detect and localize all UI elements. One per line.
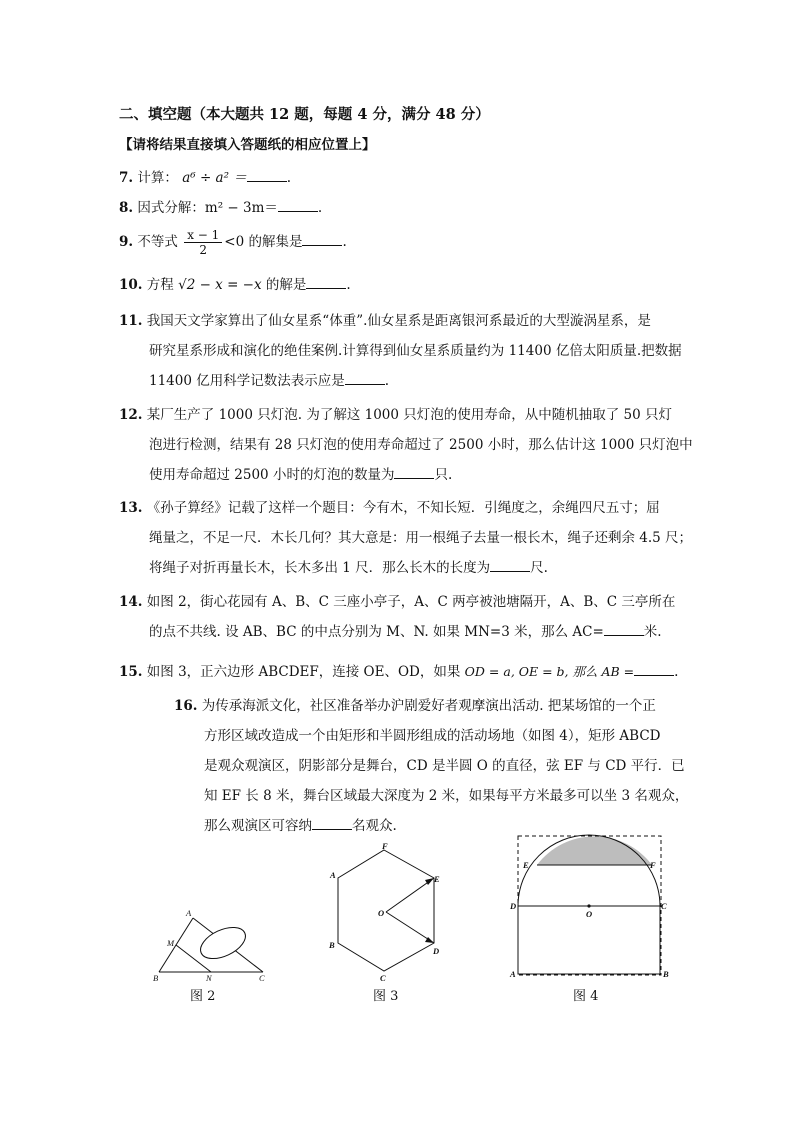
label-a: A — [186, 908, 192, 918]
question-line: 泡进行检测，结果有 28 只灯泡的使用寿命超过了 2500 小时，那么估计这 1000 只灯泡中 — [149, 437, 693, 453]
question-number: 9. — [119, 234, 134, 250]
question-text: 计算： — [137, 170, 178, 186]
question-line: 知 EF 长 8 米，舞台区域最大深度为 2 米，如果每平方米最多可以坐 3 名观众， — [204, 788, 689, 804]
question-11 — [119, 307, 682, 397]
math-expression: a⁶ ÷ a² ＝ — [182, 170, 247, 186]
label-e: E — [434, 874, 440, 884]
fraction-numerator: x − 1 — [184, 228, 222, 243]
label-o: O — [378, 908, 385, 918]
question-line: 研究星系形成和演化的绝佳案例.计算得到仙女星系质量约为 11400 亿倍太阳质量.把数据 — [149, 343, 682, 359]
label-a: A — [510, 969, 516, 979]
figure-2-caption: 图 2 — [190, 989, 216, 1004]
label-m: M — [167, 938, 175, 948]
question-number: 10. — [119, 277, 143, 293]
tail: . — [674, 664, 679, 680]
label-f: F — [382, 841, 388, 851]
question-line: 如图 2，街心花园有 A、B、C 三座小亭子，A、C 两亭被池塘隔开，A、B、C 三亭所在 — [146, 594, 676, 610]
question-line-last — [149, 461, 452, 490]
tail: 名观众. — [352, 818, 397, 834]
question-line: 某厂生产了 1000 只灯泡. 为了解这 1000 只灯泡的使用寿命，从中随机抽取了 50 只灯 — [146, 407, 673, 423]
tail: . — [317, 200, 323, 216]
question-16 — [174, 692, 689, 842]
question-line-last — [149, 367, 389, 396]
question-number: 8. — [119, 200, 134, 216]
tail: 只. — [434, 467, 453, 483]
label-b: B — [663, 969, 669, 979]
vector-expression: OD = a, OE = b, 那么 AB = — [464, 664, 635, 679]
question-line: 《孙子算经》记载了这样一个题目：今有木，不知长短．引绳度之，余绳四尺五寸；屈 — [146, 500, 660, 516]
label-d: D — [510, 901, 517, 911]
hexagon — [338, 850, 434, 971]
question-number: 13. — [119, 500, 143, 516]
label-b: B — [329, 940, 335, 950]
answer-blank[interactable] — [247, 169, 287, 182]
question-12 — [119, 401, 693, 491]
vector-od — [386, 912, 434, 943]
answer-blank[interactable] — [604, 623, 644, 636]
question-text: 11400 亿用科学记数法表示应是 — [149, 373, 345, 389]
fraction-denominator: 2 — [199, 243, 208, 257]
fraction — [184, 228, 222, 257]
pond-ellipse — [196, 921, 250, 965]
tail: . — [286, 170, 292, 186]
label-a: A — [330, 870, 336, 880]
answer-blank[interactable] — [394, 466, 434, 479]
question-13 — [119, 494, 693, 584]
section-title: 二、填空题（本大题共 12 题，每题 4 分，满分 48 分） — [119, 106, 490, 123]
tail: 米. — [643, 624, 662, 640]
label-o: O — [586, 909, 593, 919]
instruction: 【请将结果直接填入答题纸的相应位置上】 — [119, 137, 376, 153]
figure-2-diagram — [145, 905, 275, 985]
question-number: 11. — [119, 313, 143, 329]
question-line: 绳量之，不足一尺．木长几何？其大意是：用一根绳子去量一根长木，绳子还剩余 4.5 尺； — [149, 530, 693, 546]
question-text: 的点不共线. 设 AB、BC 的中点分别为 M、N. 如果 MN=3 米，那么 AC= — [149, 624, 604, 640]
figure-3-caption: 图 3 — [373, 989, 399, 1004]
math-expression: √2 − x = −x — [178, 277, 262, 293]
tail: 尺. — [530, 560, 548, 576]
label-d: D — [433, 946, 440, 956]
question-line-last — [149, 618, 662, 647]
question-14 — [119, 588, 679, 648]
figure-4-caption: 图 4 — [573, 989, 599, 1004]
label-c: C — [661, 901, 667, 911]
label-e: E — [523, 860, 529, 870]
question-line: 方形区域改造成一个由矩形和半圆形组成的活动场地（如图 4），矩形 ABCD — [204, 728, 661, 744]
question-number: 14. — [119, 594, 143, 610]
question-text: 如图 3，正六边形 ABCDEF，连接 OE、OD，如果 — [146, 664, 461, 680]
question-text: 使用寿命超过 2500 小时的灯泡的数量为 — [149, 467, 395, 483]
answer-blank[interactable] — [302, 233, 342, 246]
tail: . — [342, 234, 347, 250]
question-number: 12. — [119, 407, 143, 423]
answer-blank[interactable] — [312, 817, 352, 830]
question-text: 的解是 — [265, 277, 307, 293]
label-c: C — [259, 973, 265, 983]
question-text: 那么观演区可容纳 — [204, 818, 312, 834]
tail: . — [384, 373, 390, 389]
question-number: 7. — [119, 170, 134, 186]
question-line: 我国天文学家算出了仙女星系“体重”.仙女星系是距离银河系最近的大型漩涡星系，是 — [146, 313, 651, 329]
figure-3-diagram — [322, 840, 452, 985]
answer-blank[interactable] — [634, 663, 674, 676]
center-point — [587, 904, 590, 907]
question-line-last — [149, 554, 548, 583]
question-text: 因式分解：m² − 3m＝ — [137, 200, 278, 216]
figure-4-diagram — [505, 832, 675, 982]
answer-blank[interactable] — [306, 276, 346, 289]
question-text: 不等式 — [137, 234, 178, 250]
answer-blank[interactable] — [278, 199, 318, 212]
question-text: 将绳子对折再量长木，长木多出 1 尺．那么长木的长度为 — [149, 560, 491, 576]
label-c: C — [380, 973, 386, 983]
stage-shaded-region — [537, 836, 652, 865]
answer-blank[interactable] — [345, 372, 385, 385]
tail: . — [346, 277, 351, 293]
question-line: 为传承海派文化，社区准备举办沪剧爱好者观摩演出活动. 把某场馆的一个正 — [201, 698, 656, 714]
vector-oe — [386, 878, 434, 912]
answer-blank[interactable] — [490, 559, 530, 572]
label-f: F — [650, 860, 656, 870]
label-n: N — [206, 973, 212, 983]
question-number: 16. — [174, 698, 198, 714]
label-b: B — [153, 973, 159, 983]
question-number: 15. — [119, 664, 143, 680]
question-text: <0 的解集是 — [224, 234, 303, 250]
question-line-last — [204, 812, 397, 841]
question-text: 方程 — [146, 277, 174, 293]
question-line: 是观众观演区，阴影部分是舞台，CD 是半圆 O 的直径，弦 EF 与 CD 平行．已 — [204, 758, 685, 774]
